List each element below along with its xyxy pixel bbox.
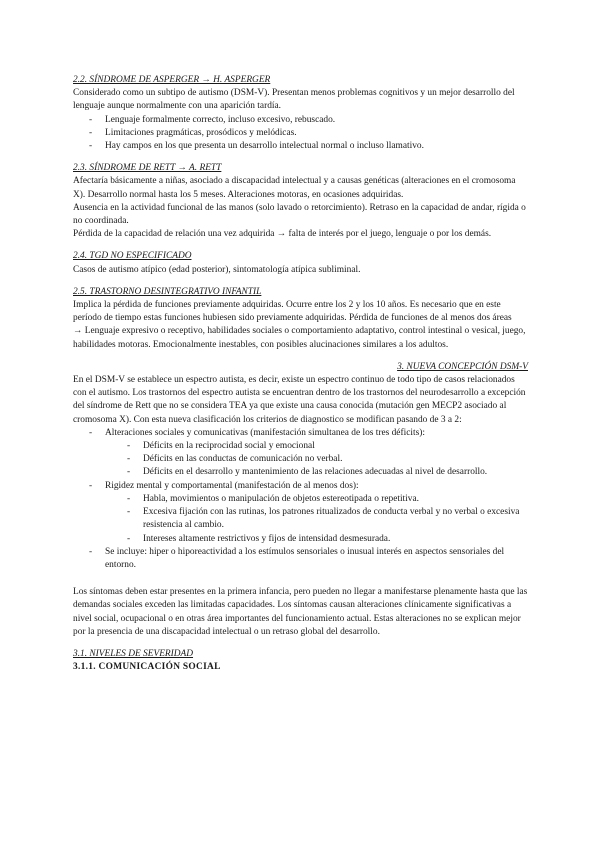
criteria-label: Alteraciones sociales y comunicativas (manifestación simultanea de los tres déficits): bbox=[105, 427, 425, 438]
criteria-item bbox=[73, 480, 528, 546]
section-desintegrativo bbox=[73, 286, 528, 352]
criteria-item: - Se incluye: hiper o hiporeactividad a los estímulos sensoriales o inusual interés en aspectos sensoriales del entorno. bbox=[73, 546, 528, 572]
section-heading: 2.3. SÍNDROME DE RETT → A. RETT bbox=[73, 163, 222, 174]
sub-item: - Déficits en la reciprocidad social y emocional bbox=[73, 440, 528, 453]
paragraph: Afectaría básicamente a niñas, asociado a discapacidad intelectual y a causas genéticas (alteraciones en el cromosoma X). Desarrollo normal hasta los 5 meses. Alteraciones motoras, en ocasiones adquiridas. bbox=[73, 176, 516, 200]
section-asperger bbox=[73, 74, 528, 153]
section-heading: 3.1. NIVELES DE SEVERIDAD bbox=[73, 648, 194, 659]
paragraph: Considerado como un subtipo de autismo (DSM-V). Presentan menos problemas cognitivos y un mejor desarrollo del lenguaje aunque normalmente con una aparición tardía. bbox=[73, 88, 515, 112]
paragraph: → Lenguaje expresivo o receptivo, habilidades sociales o comportamiento adaptativo, control intestinal o vesical, juego, habilidades motoras. Emocionalmente inestables, con posibles alucinaciones similares a los adultos. bbox=[73, 326, 526, 350]
sub-list bbox=[73, 493, 528, 546]
criteria-item bbox=[73, 427, 528, 480]
criteria-list bbox=[73, 427, 528, 572]
paragraph: Ausencia en la actividad funcional de las manos (solo lavado o retorcimiento). Retraso en la capacidad de andar, rígida o no coordinada. bbox=[73, 202, 526, 227]
section-dsm-v bbox=[73, 361, 528, 572]
section-severity bbox=[73, 648, 528, 674]
sub-item: - Déficits en las conductas de comunicación no verbal. bbox=[73, 453, 528, 466]
document-page bbox=[73, 74, 528, 674]
sub-item: - Excesiva fijación con las rutinas, los patrones ritualizados de conducta verbal y no verbal o excesiva resistencia al cambio. bbox=[73, 506, 528, 532]
section-tgd bbox=[73, 250, 528, 276]
paragraph: Los síntomas deben estar presentes en la primera infancia, pero pueden no llegar a manifestarse plenamente hasta que las demandas sociales exceden las limitadas capacidades. Los síntomas causan alteraciones clínicamente significativas a nivel social, ocupacional o en otras área importantes del funcionamiento actual. Estas alteraciones no se explican mejor por la presencia de una discapacidad intelectual o un retraso global del desarrollo. bbox=[73, 587, 528, 637]
list-item: - Lenguaje formalmente correcto, incluso excesivo, rebuscado. bbox=[73, 114, 528, 127]
subsection-heading: 3.1.1. COMUNICACIÓN SOCIAL bbox=[73, 662, 221, 673]
paragraph: Casos de autismo atípico (edad posterior), sintomatología atípica subliminal. bbox=[73, 264, 361, 275]
bullet-list bbox=[73, 114, 528, 154]
section-dsm-v-continued bbox=[73, 586, 528, 639]
sub-item: - Intereses altamente restrictivos y fijos de intensidad desmesurada. bbox=[73, 533, 528, 546]
section-heading: 2.4. TGD NO ESPECIFICADO bbox=[73, 251, 192, 262]
paragraph: Pérdida de la capacidad de relación una vez adquirida → falta de interés por el juego, lenguaje o por los demás. bbox=[73, 229, 492, 240]
section-heading: 2.5. TRASTORNO DESINTEGRATIVO INFANTIL bbox=[73, 286, 262, 297]
paragraph: En el DSM-V se establece un espectro autista, es decir, existe un espectro continuo de todo tipo de casos relacionados con el autismo. Los trastornos del espectro autista se encuentran dentro de los trastornos del neurodesarrollo a excepción del síndrome de Rett que no se considera TEA ya que existe una causa conocida (mutación gen MECP2 asociado al cromosoma X). Con esta nueva clasificación los criterios de diagnostico se modifican pasando de 3 a 2: bbox=[73, 375, 526, 425]
section-heading: 2.2. SÍNDROME DE ASPERGER → H. ASPERGER bbox=[73, 75, 271, 85]
section-heading: 3. NUEVA CONCEPCIÓN DSM-V bbox=[397, 361, 528, 372]
list-item: - Limitaciones pragmáticas, prosódicos y melódicas. bbox=[73, 127, 528, 140]
criteria-label: Rigidez mental y comportamental (manifestación de al menos dos): bbox=[105, 480, 359, 491]
list-item: - Hay campos en los que presenta un desarrollo intelectual normal o incluso llamativo. bbox=[73, 140, 528, 153]
paragraph: Implica la pérdida de funciones previamente adquiridas. Ocurre entre los 2 y los 10 años. Es necesario que en este período de tiempo estas funciones hubiesen sido previamente adquiridas. Pérdida de funciones de al menos dos áreas bbox=[73, 300, 512, 324]
sub-item: - Habla, movimientos o manipulación de objetos estereotipada o repetitiva. bbox=[73, 493, 528, 506]
section-rett bbox=[73, 162, 528, 241]
sub-item: - Déficits en el desarrollo y mantenimiento de las relaciones adecuadas al nivel de desarrollo. bbox=[73, 466, 528, 479]
sub-list bbox=[73, 440, 528, 480]
